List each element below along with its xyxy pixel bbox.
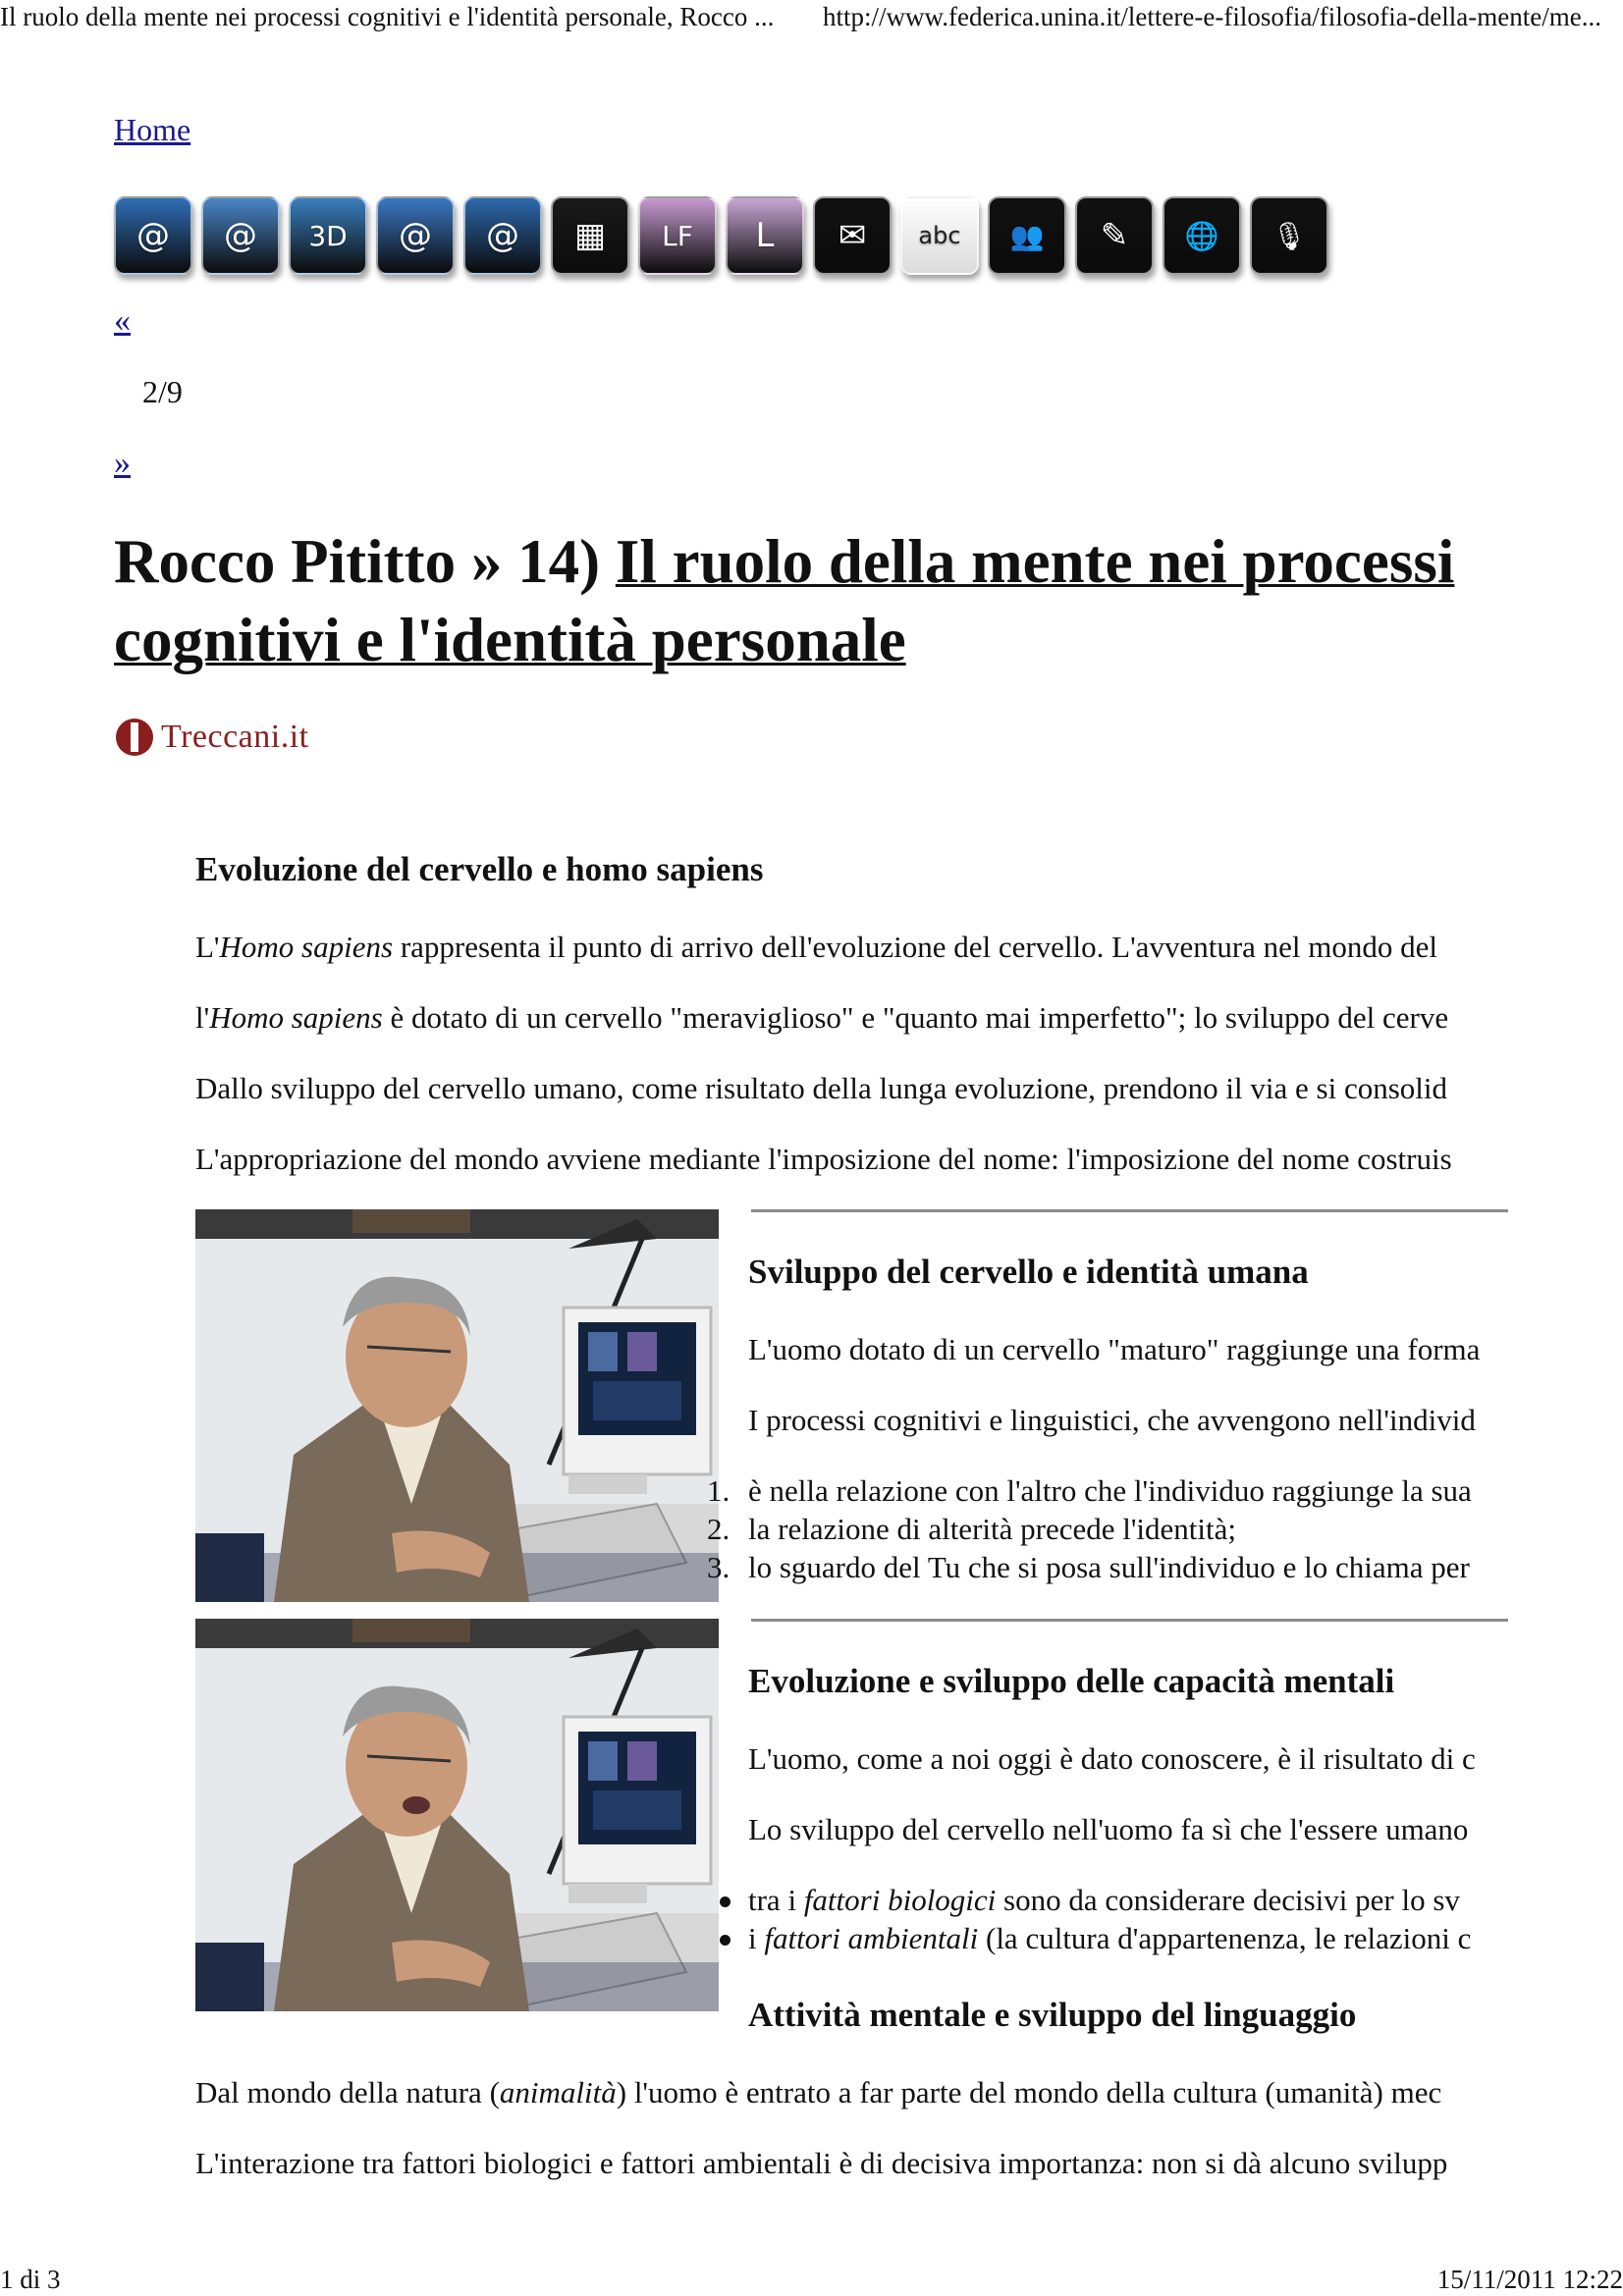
section-heading: Evoluzione e sviluppo delle capacità mentali xyxy=(748,1662,1395,1700)
lecture-photo xyxy=(195,1619,719,2011)
mail-icon[interactable]: ✉ xyxy=(813,196,892,275)
paragraph: Dal mondo della natura (animalità) l'uomo è entrato a far parte del mondo della cultura (umanità) mec xyxy=(195,2075,1442,2109)
dictionary-icon[interactable]: abc xyxy=(900,196,979,275)
paragraph: I processi cognitivi e linguistici, che avvengono nell'individ xyxy=(748,1403,1476,1437)
print-footer-datetime: 15/11/2011 12:22 xyxy=(1436,2265,1623,2294)
list-item: tra i fattori biologici sono da considerare decisivi per lo sv xyxy=(748,1883,1460,1917)
prev-page-link[interactable]: « xyxy=(114,302,131,339)
section-heading: Attività mentale e sviluppo del linguaggio xyxy=(748,1996,1357,2034)
federica-book-icon[interactable]: @ xyxy=(463,196,542,275)
federica-iphone-icon[interactable]: @ xyxy=(201,196,280,275)
paragraph: L'appropriazione del mondo avviene mediante l'imposizione del nome: l'imposizione del nome costruis xyxy=(195,1142,1452,1176)
paragraph: L'interazione tra fattori biologici e fattori ambientali è di decisiva importanza: non si dà alcuno svilupp xyxy=(195,2146,1448,2180)
print-footer-page: 1 di 3 xyxy=(0,2265,61,2294)
list-number: 3. xyxy=(707,1550,730,1584)
print-header-title: Il ruolo della mente nei processi cognitivi e l'identità personale, Rocco ... xyxy=(0,2,775,31)
section-heading: Evoluzione del cervello e homo sapiens xyxy=(195,850,764,888)
bullet-marker xyxy=(720,1896,730,1907)
list-item: lo sguardo del Tu che si posa sull'individuo e lo chiama per xyxy=(748,1550,1470,1584)
page-counter: 2/9 xyxy=(142,374,183,409)
paragraph: L'Homo sapiens rappresenta il punto di arrivo dell'evoluzione del cervello. L'avventura nel mondo del xyxy=(195,930,1438,964)
treccani-text: Treccani.it xyxy=(161,719,309,755)
list-item: la relazione di alterità precede l'identità; xyxy=(748,1512,1237,1546)
next-page-link[interactable]: » xyxy=(114,445,131,481)
treccani-mark-icon xyxy=(114,717,155,758)
lecture-photo xyxy=(195,1209,719,1602)
list-number: 1. xyxy=(707,1473,730,1508)
list-item: i fattori ambientali (la cultura d'appartenenza, le relazioni c xyxy=(748,1921,1472,1955)
podcast-icon[interactable]: 🎙 xyxy=(1250,196,1328,275)
title-prefix: Rocco Pititto » 14) xyxy=(114,527,616,596)
section-divider xyxy=(751,1619,1508,1622)
paragraph: L'uomo dotato di un cervello "maturo" raggiunge una forma xyxy=(748,1332,1481,1366)
compass-icon[interactable]: @ xyxy=(376,196,455,275)
paragraph: l'Homo sapiens è dotato di un cervello "meraviglioso" e "quanto mai imperfetto"; lo sviluppo del cerve xyxy=(195,1000,1449,1035)
title-link-line2[interactable]: cognitivi e l'identità personale xyxy=(114,606,906,674)
home-link[interactable]: Home xyxy=(114,112,191,147)
world-icon[interactable]: 🌐 xyxy=(1163,196,1241,275)
paragraph: Lo sviluppo del cervello nell'uomo fa sì che l'essere umano xyxy=(748,1812,1469,1846)
people-icon[interactable]: 👥 xyxy=(988,196,1066,275)
print-header-url: http://www.federica.unina.it/lettere-e-filosofia/filosofia-della-mente/me... xyxy=(823,2,1601,31)
federica-icon[interactable]: @ xyxy=(114,196,192,275)
lecturer-at-computer-image xyxy=(195,1209,719,1602)
mosaic-icon[interactable]: ▦ xyxy=(551,196,629,275)
list-number: 2. xyxy=(707,1512,730,1546)
globe-book-icon[interactable]: L xyxy=(726,196,804,275)
section-divider xyxy=(751,1209,1508,1212)
paragraph: L'uomo, come a noi oggi è dato conoscere, è il risultato di c xyxy=(748,1741,1476,1776)
section-heading: Sviluppo del cervello e identità umana xyxy=(748,1253,1309,1291)
lecturer-at-computer-image xyxy=(195,1619,719,2011)
bullet-marker xyxy=(720,1935,730,1946)
lf-icon[interactable]: LF xyxy=(638,196,717,275)
paragraph: Dallo sviluppo del cervello umano, come risultato della lunga evoluzione, prendono il via e si consolid xyxy=(195,1071,1447,1105)
article-content xyxy=(195,0,1508,2296)
pencil-icon[interactable]: ✎ xyxy=(1075,196,1154,275)
title-link-line1[interactable]: Il ruolo della mente nei processi xyxy=(615,527,1455,596)
3d-icon[interactable]: 3D xyxy=(289,196,367,275)
list-item: è nella relazione con l'altro che l'individuo raggiunge la sua xyxy=(748,1473,1472,1508)
